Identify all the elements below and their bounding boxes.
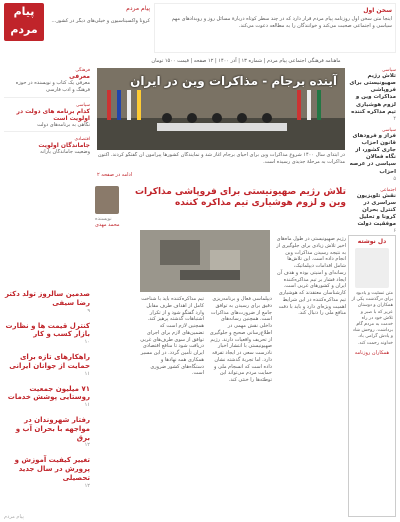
left-item[interactable] xyxy=(4,137,90,156)
left-item[interactable] xyxy=(4,68,90,98)
left-title: معرفی xyxy=(69,73,90,80)
left-column xyxy=(4,68,90,156)
footer-text: پیام مردم xyxy=(4,514,24,520)
promo-text: کنترل قیمت ها و نظارت بازار کسب و کار xyxy=(5,321,90,339)
promo-item[interactable] xyxy=(4,290,90,314)
main-headline: آینده برجام - مذاکرات وین در ایران xyxy=(130,74,337,88)
author-label: نویسنده xyxy=(95,216,112,222)
sidebar-section: اجتماعی xyxy=(380,187,396,193)
left-section: اقتصادی xyxy=(74,137,90,143)
sidebar-item[interactable] xyxy=(348,68,396,122)
logo-line1: پیام xyxy=(13,5,35,18)
promo-text: رفتار شهروندان در مواجهه با بحران آب و برق xyxy=(15,416,90,442)
promo-item[interactable] xyxy=(4,456,90,488)
meta-bar: ماهنامه فرهنگی اجتماعی پیام مردم | شماره ۱۳ | آذر ۱۴۰۰ | ۱۲ صفحه | قیمت ۱۵۰۰ تومان xyxy=(151,58,341,64)
promo-page: ۱۱ xyxy=(84,370,90,377)
promo-text: تغییر کیفیت آموزش و پرورش در سال جدید تحصیلی xyxy=(14,456,90,482)
obituary-box xyxy=(348,235,396,517)
editorial-box xyxy=(154,3,396,53)
obituary-title: دل نوشته xyxy=(357,238,387,245)
left-body: وضعیت جاماندگان یارانه xyxy=(40,149,90,156)
top-intro: کرونا واکسیناسیون و خیلی‌های دیگر در کشور… xyxy=(51,18,150,24)
article-photo xyxy=(140,230,270,292)
masthead-logo xyxy=(4,3,44,41)
sidebar-section: سیاسی xyxy=(381,127,396,133)
article-col-2: دیپلماسی فعال و برنامه‌ریزی دقیق برای رسیدن به توافق جامع از ضرورت‌های مذاکرات است. همچنین رسانه‌های داخلی نقش مهمی در اطلاع‌رسانی صحیح و جلوگیری از تحریف واقعیات دارند. رژیم صهیونیستی با انتشار اخبار نادرست سعی در ایجاد تفرقه دارد. اما تجربهٔ گذشته نشان داده است که انسجام ملی و حمایت مردم می‌تواند این توطئه‌ها را خنثی کند. xyxy=(209,296,272,383)
sidebar-section: سیاسی xyxy=(381,68,396,73)
promo-text: راهکارهای تازه برای حمایت از جوانان ایرانی xyxy=(9,353,90,370)
left-section: سیاسی xyxy=(75,102,90,108)
left-item[interactable] xyxy=(4,103,90,133)
promo-item[interactable] xyxy=(4,353,90,377)
left-title: کدام برنامه های دولت در اولویت است xyxy=(16,107,90,122)
sidebar-title: فراز و فرودهای قانون احزاب جاری کشور، از نگاه فعالان سیاسی در عرصه احزاب xyxy=(349,132,396,175)
article-col-1: رژیم صهیونیستی در طول ماه‌های اخیر تلاش زیادی برای جلوگیری از به نتیجه رسیدن مذاکرات وین انجام داده است. این تلاش‌ها شامل اقدامات دیپلماتیک، رسانه‌ای و امنیتی بوده و هدف آن ایجاد فشار بر تیم مذاکره‌کننده ایران و کشورهای غربی است. کارشناسان معتقدند که هوشیاری تیم مذاکره‌کننده در این شرایط اهمیت ویژه‌ای دارد و باید با دقت منافع ملی را دنبال کند. xyxy=(276,236,346,317)
left-body: نگاهی به برنامه‌های دولت xyxy=(37,121,90,128)
obituary-body: متن تسلیت و یادبود برای درگذشت یکی از همکاران و دوستان عزیز که با صبر و تلاش خود در راه خدمت به مردم گام برداشت. روحش شاد و یادش گرامی باد. خداوند رحمت کند. xyxy=(351,291,393,346)
logo-line2: مردم xyxy=(10,23,38,36)
article-headline: تلاش رژیم صهیونیستی برای فروپاشی مذاکرات وین و لزوم هوشیاری تیم مذاکره کننده xyxy=(135,187,346,209)
left-title: جاماندگان اولویت xyxy=(38,142,90,150)
left-body: معرفی یک کتاب و نویسنده در حوزه فرهنگ و ادب فارسی xyxy=(15,80,90,93)
promo-item[interactable] xyxy=(4,416,90,448)
promo-page: ۱۱ xyxy=(84,402,90,408)
right-sidebar xyxy=(348,68,396,234)
top-caption: پیام مردم xyxy=(126,5,150,12)
promo-text: ۷۱ میلیون جمعیت روستایی پوشش خدمات xyxy=(7,384,90,402)
author-photo xyxy=(95,186,119,214)
promo-text: صدمین سالروز تولد دکتر رضا سیفی xyxy=(4,290,90,307)
main-caption-tail: ادامه در صفحه ۲ xyxy=(97,172,133,178)
promo-page: ۱۲ xyxy=(84,442,90,449)
sidebar-title: تلاش رژیم صهیونیستی برای فروپاشی مذاکرات وین و لزوم هوشیاری تیم مذاکره کننده xyxy=(349,73,396,115)
promo-page: ۱۰ xyxy=(84,339,90,345)
obituary-emblem xyxy=(355,248,389,288)
promo-page: ۹ xyxy=(87,307,90,314)
editorial-title: سخن اول xyxy=(363,7,392,14)
promo-list xyxy=(4,290,90,489)
obituary-footer: همکاران روزنامه xyxy=(354,349,390,356)
sidebar-title: نقش تلویزیون سراسری در کنترل بحران کرونا و تحلیل موفقیت دولت xyxy=(356,192,396,228)
sidebar-page: ۴ xyxy=(393,115,396,122)
sidebar-item[interactable] xyxy=(348,128,396,182)
sidebar-page: ۵ xyxy=(393,175,396,182)
promo-page: ۱۲ xyxy=(84,482,90,489)
article-col-3: تیم مذاکره‌کننده باید با شناخت کامل از اهداف طرف مقابل وارد گفتگو شود و از تکرار اشتباهات گذشته پرهیز کند. همچنین لازم است که تضمین‌های لازم برای اجرای توافق از سوی طرف‌های غربی دریافت شود تا منافع اقتصادی ایران تأمین گردد. در این مسیر همکاری همه نهادها و دستگاه‌های کشور ضروری است. xyxy=(140,296,204,377)
promo-item[interactable] xyxy=(4,385,90,409)
main-photo xyxy=(97,68,345,150)
promo-item[interactable] xyxy=(4,322,90,346)
main-caption: در ابتدای سال ۱۴۰۰ شروع مذاکرات وین برای احیای برجام آغاز شد و نمایندگان کشورها پیرامون آن گفتگو کردند. اکنون مذاکرات به مرحلهٔ جدیدی رسیده است. xyxy=(97,152,345,165)
editorial-body: اینجا متن سخن اول روزنامه پیام مردم قرار دارد که در چند سطر کوتاه دربارهٔ مسائل روز و رویدادهای مهم سیاسی و اجتماعی صحبت می‌کند و خوانندگان را به مطالعه دعوت می‌کند. xyxy=(171,16,392,29)
left-section: فرهنگی xyxy=(75,68,90,73)
sidebar-page: ۶ xyxy=(393,228,396,235)
sidebar-item[interactable] xyxy=(348,188,396,235)
satellite-photo-svg xyxy=(140,230,270,292)
author-name: محمد مهدی xyxy=(95,222,120,228)
